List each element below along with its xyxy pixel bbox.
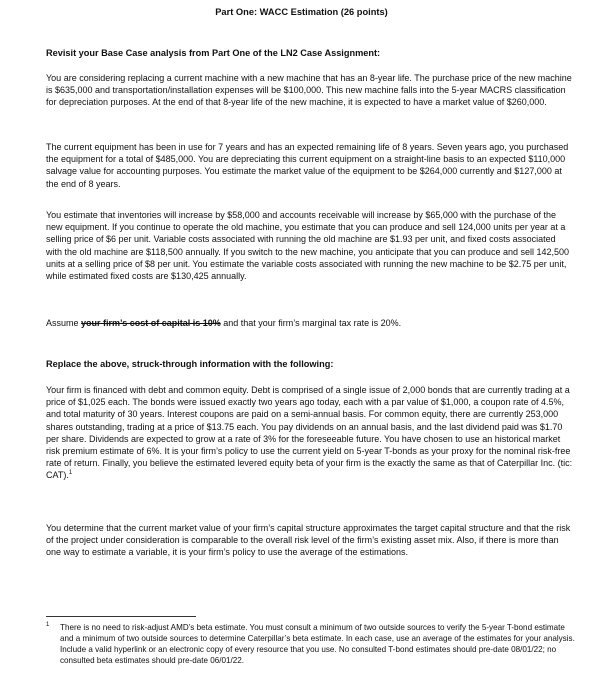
assume-suffix: and that your firm’s marginal tax rate is 20%. (220, 318, 402, 328)
paragraph-text: You estimate that inventories will increase by $58,000 and accounts receivable will increase by $65,000 with the purchase of the new equipment. If you continue to operate the old machine, you estimate that you can produce and sell 124,000 units per year at a selling price of $6 per unit. Variable costs associated with running the old machine are $1.93 per unit, and fixed costs associated with the old machine are $118,500 annually. If you switch to the new machine, you anticipate that you can produce and sell 142,500 units at a selling price of $8 per unit. You estimate the variable costs associated with running the new machine to be $2.75 per unit, while estimated fixed costs are $130,425 annually. (46, 210, 570, 282)
footnote-text: There is no need to risk-adjust AMD’s beta estimate. You must consult a minimum of two outside sources to verify the 5-year T-bond estimate and a minimum of two outside sources to determine Caterpillar’s beta estimate. In each case, use an average of the estimates for your analysis. Include a valid hyperlink or an electronic copy of every resource that you use. No consulted T-bond estimates should pre-date 08/01/22; no consulted beta estimates should pre-date 06/01/22. (60, 623, 575, 665)
assume-line (46, 317, 574, 329)
footnote-divider (46, 616, 196, 617)
footnote-reference: 1 (68, 470, 73, 477)
footnote (46, 622, 576, 666)
paragraph-current-equipment (46, 141, 574, 190)
assume-prefix: Assume (46, 318, 82, 328)
paragraph-working-capital (46, 209, 574, 282)
paragraph-financing (46, 384, 574, 482)
page-title: Part One: WACC Estimation (26 points) (215, 7, 388, 17)
struck-cost-of-capital: your firm’s cost of capital is 10% (81, 318, 221, 328)
paragraph-text: Your firm is financed with debt and common equity. Debt is comprised of a single issue of 2,000 bonds that are currently trading at a price of $1,025 each. The bonds were issued exactly two years ago today, each with a par value of $1,000, a coupon rate of 4.5%, and total maturity of 30 years. Interest coupons are paid on a semi-annual basis. For common equity, there are currently 253,000 shares outstanding, trading at a price of $13.75 each. You pay dividends on an annual basis, and the last dividend paid was $1.70 per share. Dividends are expected to grow at a rate of 3% for the foreseeable future. You have chosen to use an historical market risk premium estimate of 6%. It is your firm’s policy to use the current yield on 5-year T-bonds as your proxy for the nominal risk-free rate of return. Finally, you believe the estimated levered equity beta of your firm is the exactly the same as that of Caterpillar Inc. (tic: CAT). (46, 385, 573, 481)
replace-heading: Replace the above, struck-through information with the following: (46, 359, 334, 369)
paragraph-capital-structure (46, 522, 574, 559)
revisit-heading: Revisit your Base Case analysis from Part One of the LN2 Case Assignment: (46, 48, 381, 58)
footnote-mark: 1 (46, 622, 50, 628)
paragraph-new-machine (46, 72, 574, 109)
paragraph-text: You are considering replacing a current machine with a new machine that has an 8-year life. The purchase price of the new machine is $635,000 and transportation/installation expenses will be $100,000. This new machine falls into the 5-year MACRS classification for depreciation purposes. At the end of that 8-year life of the new machine, it is expected to have a market value of $260,000. (46, 73, 572, 108)
paragraph-text: You determine that the current market value of your firm’s capital structure approximates the target capital structure and that the risk of the project under consideration is comparable to the overall risk level of the firm’s existing asset mix. Also, if there is more than one way to estimate a variable, it is your firm’s policy to use the average of the estimations. (46, 523, 571, 558)
paragraph-text: The current equipment has been in use for 7 years and has an expected remaining life of 8 years. Seven years ago, you purchased the equipment for a total of $485,000. You are depreciating this current equipment on a straight-line basis to an expected $110,000 salvage value for accounting purposes. You estimate the market value of the equipment to be $264,000 currently and $127,000 at the end of 8 years. (46, 142, 569, 189)
